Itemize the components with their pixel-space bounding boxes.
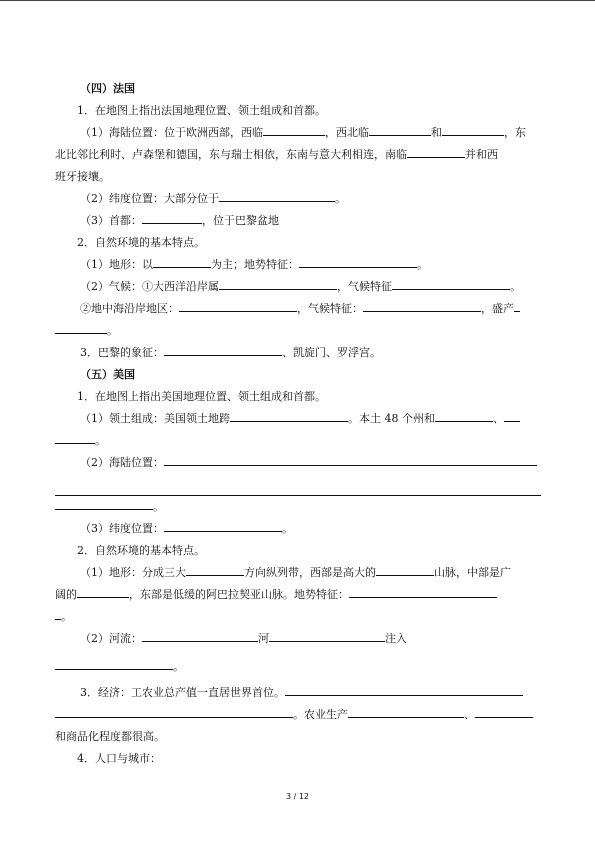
blank-line[interactable]: [55, 657, 173, 670]
france-sea-land-line2: 北比邻比利时、卢森堡和德国，东与瑞士相依，东南与意大利相连，南临 并和西: [55, 144, 541, 166]
france-capital: （3）首都： ，位于巴黎盆地: [55, 210, 541, 232]
france-med-climate-line1: ②地中海沿岸地区： ，气候特征： ，盛产: [55, 298, 541, 320]
blank-line[interactable]: [142, 211, 202, 224]
blank-line[interactable]: [153, 255, 211, 268]
blank-line[interactable]: [504, 409, 520, 422]
blank-line[interactable]: [348, 705, 464, 718]
blank-line[interactable]: [269, 629, 385, 642]
blank-line[interactable]: [392, 277, 510, 290]
worksheet-body: [55, 78, 541, 770]
blank-line[interactable]: [349, 585, 497, 598]
usa-economy-line1: 3．经济：工农业总产值一直居世界首位。: [55, 682, 541, 704]
usa-economy-line2: 。农业生产 、: [55, 704, 541, 726]
blank-line[interactable]: [55, 321, 107, 334]
france-item1: 1．在地图上指出法国地理位置、领土组成和首都。: [77, 104, 326, 117]
usa-territory-line2: 。: [55, 430, 541, 452]
usa-sea-land-line3: 。: [55, 496, 541, 518]
blank-line[interactable]: [179, 299, 297, 312]
usa-river-line1: （2）河流： 河 注入: [55, 628, 541, 650]
france-sea-land-line3: 班牙接壤。: [55, 170, 110, 183]
blank-line[interactable]: [285, 683, 523, 696]
blank-line[interactable]: [299, 255, 417, 268]
blank-line[interactable]: [55, 431, 95, 444]
blank-line[interactable]: [164, 343, 282, 356]
usa-terrain-line2: 阔的 ，东部是低缓的阿巴拉契亚山脉。地势特征：: [55, 584, 541, 606]
france-sea-land-line1: （1）海陆位置：位于欧洲西部，西临 ，西北临 和 ，东: [55, 122, 541, 144]
usa-terrain-line1: （1）地形：分成三大 方向纵列带，西部是高大的 山脉，中部是广: [55, 562, 541, 584]
france-latitude: （2）纬度位置：大部分位于 。: [55, 188, 541, 210]
section-heading-france: （四）法国: [80, 82, 135, 95]
blank-line[interactable]: [219, 189, 335, 202]
france-item2: 2．自然环境的基本特点。: [77, 236, 205, 249]
usa-item2: 2．自然环境的基本特点。: [77, 544, 205, 557]
blank-line[interactable]: [219, 277, 337, 290]
usa-item4: 4．人口与城市：: [77, 752, 161, 765]
blank-line[interactable]: [369, 123, 431, 136]
blank-line[interactable]: [55, 497, 153, 510]
blank-line[interactable]: [263, 123, 325, 136]
blank-line[interactable]: [77, 585, 129, 598]
usa-sea-land-line1: （2）海陆位置：: [55, 452, 541, 474]
blank-line[interactable]: [435, 409, 493, 422]
usa-terrain-line3: 。: [55, 606, 541, 628]
blank-line[interactable]: [164, 453, 537, 466]
blank-line[interactable]: [164, 519, 282, 532]
blank-line[interactable]: [55, 705, 293, 718]
blank-line[interactable]: [376, 563, 434, 576]
blank-line[interactable]: [363, 299, 481, 312]
blank-line[interactable]: [230, 409, 348, 422]
blank-line[interactable]: [142, 629, 258, 642]
france-climate: （2）气候：①大西洋沿岸属 ，气候特征 。: [55, 276, 541, 298]
blank-line[interactable]: [407, 145, 465, 158]
usa-item1: 1．在地图上指出美国地理位置、领土组成和首都。: [77, 390, 326, 403]
usa-latitude: （3）纬度位置： 。: [55, 518, 541, 540]
top-rule: [0, 0, 595, 1]
page-number: 3 / 12: [285, 792, 310, 801]
usa-river-line2: 。: [55, 656, 541, 678]
france-item3: 3．巴黎的象征： 、凯旋门、罗浮宫。: [55, 342, 541, 364]
blank-line[interactable]: [442, 123, 504, 136]
blank-line[interactable]: [475, 705, 533, 718]
france-med-climate-line2: 。: [55, 320, 541, 342]
section-heading-usa: （五）美国: [80, 368, 135, 381]
usa-territory-line1: （1）领土组成：美国领土地跨 。本土 48 个州和 、: [55, 408, 541, 430]
france-terrain: （1）地形：以 为主；地势特征： 。: [55, 254, 541, 276]
usa-economy-line3: 和商品化程度都很高。: [55, 730, 165, 743]
blank-full-line[interactable]: [55, 474, 541, 496]
blank-line[interactable]: [186, 563, 244, 576]
blank-line[interactable]: [514, 299, 520, 312]
